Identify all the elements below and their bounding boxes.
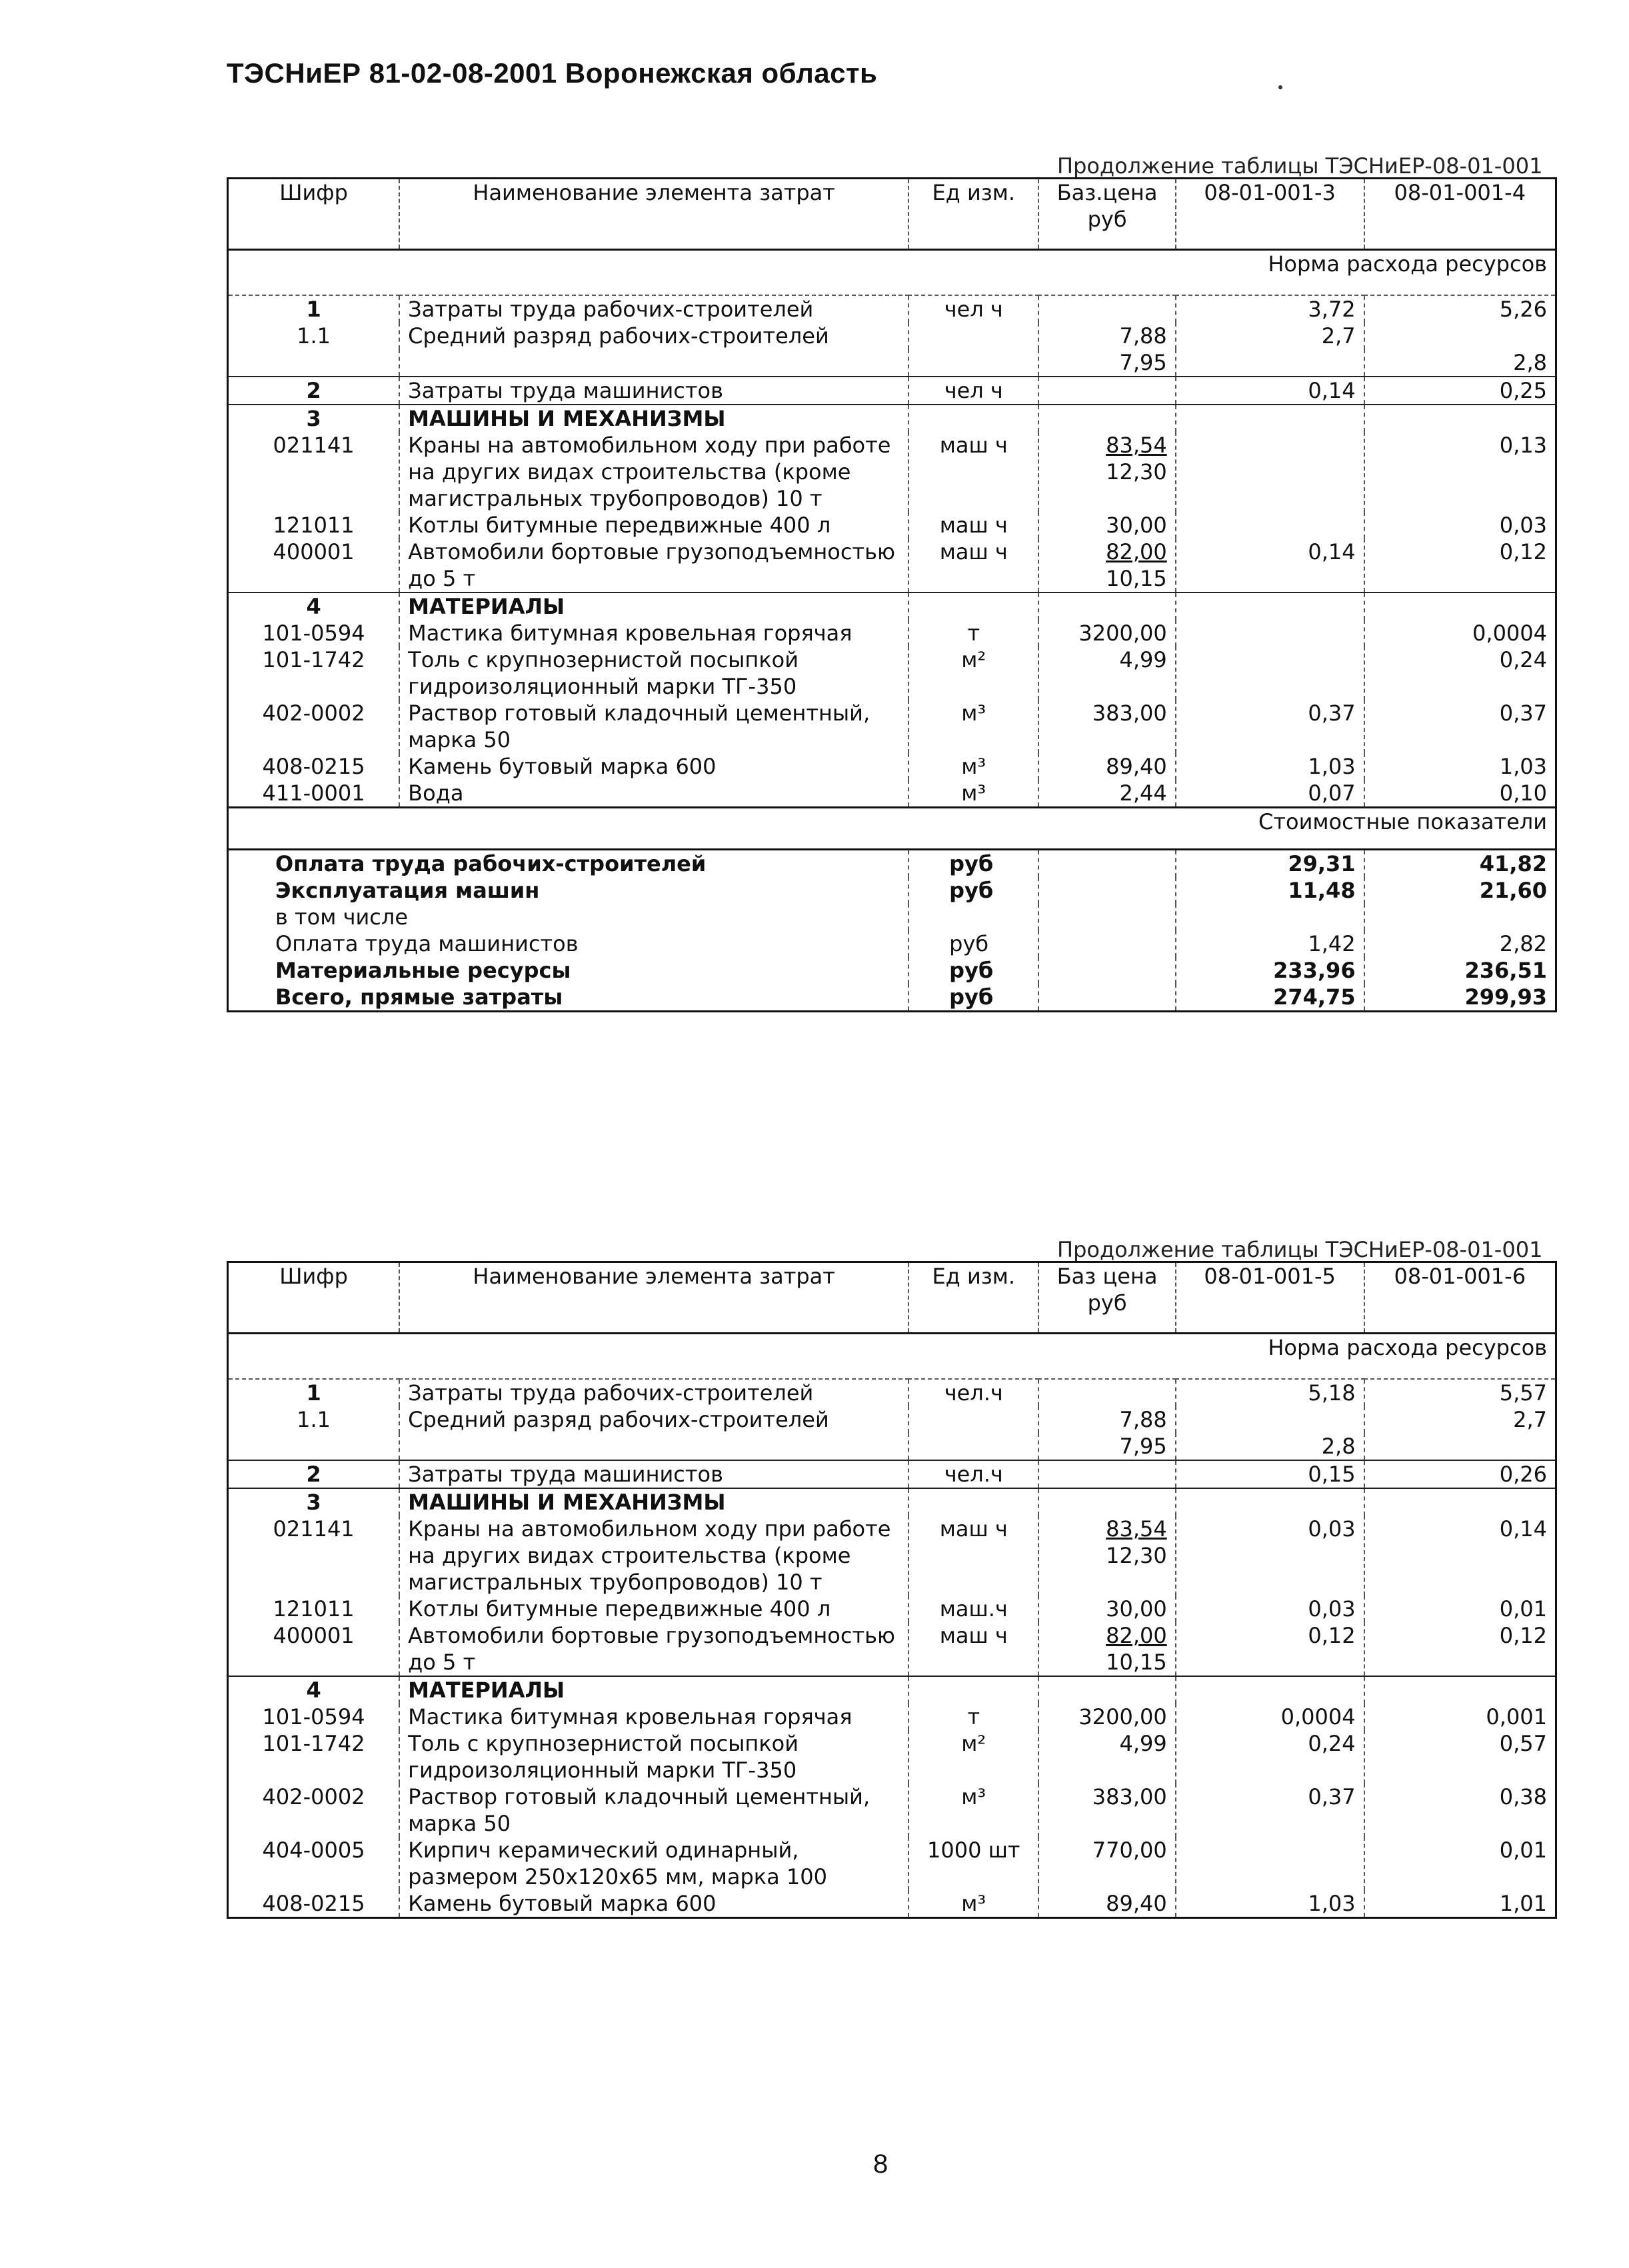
norm-col-b — [1364, 323, 1556, 349]
norm-col-a: 5,18 — [1176, 1379, 1364, 1406]
norm-col-b: 0,26 — [1364, 1460, 1556, 1488]
norm-col-b: 5,26 — [1364, 295, 1556, 323]
table-row — [228, 1460, 1556, 1488]
base-price: 383,00 — [1092, 700, 1167, 726]
norm-col-b — [1364, 1488, 1556, 1516]
norm-col-a — [1176, 1488, 1364, 1516]
resource-price — [1038, 1676, 1175, 1703]
summary-row — [228, 957, 1556, 984]
resource-name: МАТЕРИАЛЫ — [399, 1676, 908, 1703]
resource-name: Камень бутовый марка 600 — [399, 753, 908, 780]
resource-price — [1038, 323, 1175, 349]
norm-col-a: 1,03 — [1176, 1890, 1364, 1918]
summary-row — [228, 984, 1556, 1012]
resource-code: 4 — [228, 592, 400, 620]
resource-name: Раствор готовый кладочный цементный, марка 50 — [399, 1783, 908, 1837]
summary-unit: руб — [908, 930, 1038, 957]
header-price: Баз.цена руб — [1038, 179, 1175, 250]
resource-name: Затраты труда рабочих-строителей — [399, 295, 908, 323]
table-row — [228, 1837, 1556, 1890]
summary-unit: руб — [908, 877, 1038, 904]
table-row — [228, 1890, 1556, 1918]
resource-code: 2 — [228, 1460, 400, 1488]
resource-price — [1038, 405, 1175, 432]
header-price: Баз цена руб — [1038, 1262, 1175, 1334]
resource-price — [1038, 646, 1175, 700]
table2-caption: Продолжение таблицы ТЭСНиЕР-08-01-001 — [1057, 1237, 1543, 1262]
summary-col-a: 233,96 — [1176, 957, 1364, 984]
resource-name: Затраты труда машинистов — [399, 1460, 908, 1488]
base-price: 7,95 — [1119, 1434, 1167, 1459]
resource-name: Толь с крупнозернистой посыпкой гидроизоляционный марки ТГ-350 — [399, 646, 908, 700]
header-code: Шифр — [228, 179, 400, 250]
table-row — [228, 1676, 1556, 1703]
base-price: 7,88 — [1119, 323, 1167, 349]
norm-col-b: 0,14 — [1364, 1516, 1556, 1596]
header-unit: Ед изм. — [908, 179, 1038, 250]
summary-col-a: 1,42 — [1176, 930, 1364, 957]
summary-col-b: 299,93 — [1364, 984, 1556, 1012]
resource-name: Раствор готовый кладочный цементный, марка 50 — [399, 700, 908, 753]
resource-price — [1038, 377, 1175, 405]
resource-price — [1038, 1730, 1175, 1783]
table-row — [228, 1596, 1556, 1622]
resource-unit: т — [908, 620, 1038, 646]
resource-price — [1038, 753, 1175, 780]
base-price: 83,54 — [1106, 433, 1167, 458]
resource-price — [1038, 1516, 1175, 1596]
resource-unit: м³ — [908, 700, 1038, 753]
resource-code — [228, 349, 400, 377]
resource-code: 408-0215 — [228, 753, 400, 780]
resource-price — [1038, 295, 1175, 323]
table-row — [228, 1516, 1556, 1596]
base-price: 4,99 — [1119, 647, 1167, 672]
resource-price — [1038, 1703, 1175, 1730]
summary-row — [228, 850, 1556, 878]
resource-name: Кирпич керамический одинарный, размером 250х120х65 мм, марка 100 — [399, 1837, 908, 1890]
resource-code: 121011 — [228, 1596, 400, 1622]
summary-empty — [1038, 930, 1175, 957]
resource-name: МАТЕРИАЛЫ — [399, 592, 908, 620]
norm-col-b: 1,03 — [1364, 753, 1556, 780]
norm-col-a — [1176, 1837, 1364, 1890]
norm-col-a: 1,03 — [1176, 753, 1364, 780]
summary-row — [228, 877, 1556, 904]
base-price: 83,54 — [1106, 1516, 1167, 1542]
norm-col-b: 2,8 — [1364, 349, 1556, 377]
header-col-b: 08-01-001-6 — [1364, 1262, 1556, 1334]
norm-col-b: 0,37 — [1364, 700, 1556, 753]
norm-col-b: 0,01 — [1364, 1596, 1556, 1622]
resource-unit — [908, 1488, 1038, 1516]
resource-code: 400001 — [228, 539, 400, 592]
norm-col-a: 0,03 — [1176, 1596, 1364, 1622]
resource-unit: маш.ч — [908, 1596, 1038, 1622]
resource-unit — [908, 405, 1038, 432]
resource-unit: чел.ч — [908, 1379, 1038, 1406]
resource-name: Краны на автомобильном ходу при работе на других видах строительства (кроме магистральных трубопроводов) 10 т — [399, 432, 908, 512]
resource-price — [1038, 1596, 1175, 1622]
resource-unit: м³ — [908, 780, 1038, 808]
summary-empty — [1038, 984, 1175, 1012]
resource-unit: м² — [908, 1730, 1038, 1783]
resource-name: Автомобили бортовые грузоподъемностью до 5 т — [399, 539, 908, 592]
summary-row — [228, 904, 1556, 930]
resource-unit: маш ч — [908, 432, 1038, 512]
resource-unit — [908, 349, 1038, 377]
base-price: 2,44 — [1119, 780, 1167, 806]
norm-col-a: 3,72 — [1176, 295, 1364, 323]
table-row — [228, 592, 1556, 620]
norm-col-b: 0,25 — [1364, 377, 1556, 405]
resource-unit — [908, 1676, 1038, 1703]
norm-col-a: 0,37 — [1176, 1783, 1364, 1837]
table-row — [228, 780, 1556, 808]
resource-unit: чел ч — [908, 295, 1038, 323]
norm-col-b — [1364, 405, 1556, 432]
base-price: 82,00 — [1106, 1623, 1167, 1648]
resource-code: 402-0002 — [228, 700, 400, 753]
resource-name: Затраты труда машинистов — [399, 377, 908, 405]
resource-price — [1038, 700, 1175, 753]
table-row — [228, 295, 1556, 323]
resource-price — [1038, 512, 1175, 539]
norm-col-a: 0,12 — [1176, 1622, 1364, 1676]
resource-name: Средний разряд рабочих-строителей — [399, 323, 908, 349]
resource-name — [399, 349, 908, 377]
summary-unit — [908, 904, 1038, 930]
resource-price — [1038, 620, 1175, 646]
resource-name — [399, 1433, 908, 1460]
resource-code: 101-1742 — [228, 1730, 400, 1783]
norm-col-a: 0,24 — [1176, 1730, 1364, 1783]
estimate-table-2 — [227, 1261, 1557, 1919]
norm-header: Норма расхода ресурсов — [228, 250, 1556, 296]
resource-unit: маш ч — [908, 512, 1038, 539]
norm-col-a: 2,8 — [1176, 1433, 1364, 1460]
summary-label: Оплата труда рабочих-строителей — [228, 850, 909, 878]
resource-code: 400001 — [228, 1622, 400, 1676]
table-row — [228, 1730, 1556, 1783]
summary-col-b: 236,51 — [1364, 957, 1556, 984]
norm-col-b: 0,13 — [1364, 432, 1556, 512]
table-row — [228, 539, 1556, 592]
resource-code — [228, 1433, 400, 1460]
base-price-labor: 10,15 — [1106, 1650, 1167, 1675]
norm-col-a — [1176, 592, 1364, 620]
resource-unit: маш ч — [908, 1622, 1038, 1676]
norm-col-b: 0,38 — [1364, 1783, 1556, 1837]
summary-label: Оплата труда машинистов — [228, 930, 909, 957]
resource-price — [1038, 1379, 1175, 1406]
base-price-labor: 12,30 — [1106, 1543, 1167, 1568]
resource-price — [1038, 539, 1175, 592]
norm-col-a: 0,14 — [1176, 377, 1364, 405]
table-row — [228, 620, 1556, 646]
table-row — [228, 432, 1556, 512]
resource-unit — [908, 1406, 1038, 1433]
table1-summary — [228, 850, 1556, 1012]
summary-unit: руб — [908, 957, 1038, 984]
resource-name: Камень бутовый марка 600 — [399, 1890, 908, 1918]
summary-label: в том числе — [228, 904, 909, 930]
summary-empty — [1038, 850, 1175, 878]
resource-unit: м³ — [908, 1890, 1038, 1918]
table-row — [228, 646, 1556, 700]
norm-col-a — [1176, 1676, 1364, 1703]
base-price: 89,40 — [1106, 1891, 1167, 1916]
norm-col-b: 0,03 — [1364, 512, 1556, 539]
table-row — [228, 1406, 1556, 1433]
resource-name: Толь с крупнозернистой посыпкой гидроизоляционный марки ТГ-350 — [399, 1730, 908, 1783]
resource-code: 101-0594 — [228, 1703, 400, 1730]
norm-col-a — [1176, 1406, 1364, 1433]
resource-price — [1038, 1406, 1175, 1433]
summary-unit: руб — [908, 984, 1038, 1012]
resource-code: 411-0001 — [228, 780, 400, 808]
norm-col-a: 0,37 — [1176, 700, 1364, 753]
resource-price — [1038, 1488, 1175, 1516]
norm-col-b: 0,01 — [1364, 1837, 1556, 1890]
resource-name: Котлы битумные передвижные 400 л — [399, 1596, 908, 1622]
resource-price — [1038, 1890, 1175, 1918]
resource-unit: м² — [908, 646, 1038, 700]
resource-code: 1 — [228, 295, 400, 323]
resource-price — [1038, 1433, 1175, 1460]
summary-empty — [1038, 957, 1175, 984]
table2-rows — [228, 1379, 1556, 1918]
base-price: 30,00 — [1106, 1596, 1167, 1622]
resource-code: 3 — [228, 1488, 400, 1516]
norm-col-a — [1176, 512, 1364, 539]
norm-col-a: 0,07 — [1176, 780, 1364, 808]
resource-price — [1038, 349, 1175, 377]
base-price: 4,99 — [1119, 1731, 1167, 1756]
header-col-a: 08-01-001-3 — [1176, 179, 1364, 250]
table-row — [228, 349, 1556, 377]
resource-unit: маш ч — [908, 539, 1038, 592]
resource-code: 1.1 — [228, 1406, 400, 1433]
resource-code: 408-0215 — [228, 1890, 400, 1918]
header-name: Наименование элемента затрат — [399, 179, 908, 250]
resource-name: Автомобили бортовые грузоподъемностью до 5 т — [399, 1622, 908, 1676]
summary-label: Материальные ресурсы — [228, 957, 909, 984]
base-price-labor: 12,30 — [1106, 459, 1167, 485]
base-price: 82,00 — [1106, 539, 1167, 565]
resource-code: 121011 — [228, 512, 400, 539]
table-row — [228, 1783, 1556, 1837]
header-unit: Ед изм. — [908, 1262, 1038, 1334]
resource-price — [1038, 1622, 1175, 1676]
resource-unit: м³ — [908, 1783, 1038, 1837]
resource-code: 101-1742 — [228, 646, 400, 700]
resource-unit — [908, 592, 1038, 620]
norm-col-a — [1176, 405, 1364, 432]
table-row — [228, 1433, 1556, 1460]
summary-empty — [1038, 904, 1175, 930]
table1-rows — [228, 295, 1556, 808]
resource-code: 4 — [228, 1676, 400, 1703]
table1-caption: Продолжение таблицы ТЭСНиЕР-08-01-001 — [1057, 153, 1543, 179]
norm-col-b: 1,01 — [1364, 1890, 1556, 1918]
norm-col-a: 0,15 — [1176, 1460, 1364, 1488]
norm-col-a: 0,14 — [1176, 539, 1364, 592]
norm-col-b — [1364, 1676, 1556, 1703]
base-price: 89,40 — [1106, 754, 1167, 779]
resource-price — [1038, 592, 1175, 620]
resource-code: 021141 — [228, 1516, 400, 1596]
summary-label: Всего, прямые затраты — [228, 984, 909, 1012]
summary-row — [228, 930, 1556, 957]
header-name: Наименование элемента затрат — [399, 1262, 908, 1334]
header-col-a: 08-01-001-5 — [1176, 1262, 1364, 1334]
table-row — [228, 1488, 1556, 1516]
resource-code: 021141 — [228, 432, 400, 512]
resource-code: 101-0594 — [228, 620, 400, 646]
base-price: 7,88 — [1119, 1407, 1167, 1432]
summary-empty — [1038, 877, 1175, 904]
norm-col-b — [1364, 592, 1556, 620]
norm-col-b: 0,57 — [1364, 1730, 1556, 1783]
resource-unit: чел.ч — [908, 1460, 1038, 1488]
table-row — [228, 1622, 1556, 1676]
summary-col-b — [1364, 904, 1556, 930]
resource-name: Вода — [399, 780, 908, 808]
summary-label: Эксплуатация машин — [228, 877, 909, 904]
norm-col-a: 2,7 — [1176, 323, 1364, 349]
norm-col-b: 2,7 — [1364, 1406, 1556, 1433]
resource-name: Мастика битумная кровельная горячая — [399, 620, 908, 646]
resource-price — [1038, 1783, 1175, 1837]
resource-unit: 1000 шт — [908, 1837, 1038, 1890]
base-price-labor: 10,15 — [1106, 566, 1167, 591]
table-row — [228, 323, 1556, 349]
base-price: 3200,00 — [1078, 620, 1167, 646]
summary-unit: руб — [908, 850, 1038, 878]
summary-col-b: 41,82 — [1364, 850, 1556, 878]
table-row — [228, 1379, 1556, 1406]
resource-unit: маш ч — [908, 1516, 1038, 1596]
resource-code: 2 — [228, 377, 400, 405]
norm-col-b: 0,10 — [1364, 780, 1556, 808]
base-price: 30,00 — [1106, 513, 1167, 538]
resource-unit — [908, 323, 1038, 349]
norm-header: Норма расхода ресурсов — [228, 1334, 1556, 1380]
norm-col-b: 0,24 — [1364, 646, 1556, 700]
norm-col-b: 0,0004 — [1364, 620, 1556, 646]
estimate-table-1 — [227, 177, 1557, 1012]
norm-col-a — [1176, 349, 1364, 377]
norm-col-b: 0,12 — [1364, 1622, 1556, 1676]
table-row — [228, 753, 1556, 780]
norm-col-b: 0,12 — [1364, 539, 1556, 592]
header-col-b: 08-01-001-4 — [1364, 179, 1556, 250]
resource-price — [1038, 780, 1175, 808]
resource-name: Затраты труда рабочих-строителей — [399, 1379, 908, 1406]
norm-col-a — [1176, 620, 1364, 646]
resource-unit: т — [908, 1703, 1038, 1730]
summary-col-a: 11,48 — [1176, 877, 1364, 904]
base-price: 383,00 — [1092, 1784, 1167, 1809]
base-price: 3200,00 — [1078, 1704, 1167, 1729]
summary-col-a: 274,75 — [1176, 984, 1364, 1012]
resource-price — [1038, 432, 1175, 512]
resource-code: 1.1 — [228, 323, 400, 349]
stray-dot — [1278, 85, 1282, 89]
table-row — [228, 700, 1556, 753]
norm-col-a: 0,0004 — [1176, 1703, 1364, 1730]
norm-col-a — [1176, 646, 1364, 700]
norm-col-a: 0,03 — [1176, 1516, 1364, 1596]
resource-unit: чел ч — [908, 377, 1038, 405]
table-row — [228, 1703, 1556, 1730]
resource-price — [1038, 1837, 1175, 1890]
resource-code: 402-0002 — [228, 1783, 400, 1837]
resource-price — [1038, 1460, 1175, 1488]
resource-unit — [908, 1433, 1038, 1460]
document-title: ТЭСНиЕР 81-02-08-2001 Воронежская область — [227, 57, 878, 89]
base-price: 770,00 — [1092, 1837, 1167, 1863]
summary-col-b: 2,82 — [1364, 930, 1556, 957]
summary-col-a — [1176, 904, 1364, 930]
resource-code: 1 — [228, 1379, 400, 1406]
cost-header: Стоимостные показатели — [228, 808, 1556, 850]
resource-name: Мастика битумная кровельная горячая — [399, 1703, 908, 1730]
summary-col-b: 21,60 — [1364, 877, 1556, 904]
summary-col-a: 29,31 — [1176, 850, 1364, 878]
resource-name: Краны на автомобильном ходу при работе на других видах строительства (кроме магистральных трубопроводов) 10 т — [399, 1516, 908, 1596]
header-code: Шифр — [228, 1262, 400, 1334]
norm-col-a — [1176, 432, 1364, 512]
base-price: 7,95 — [1119, 350, 1167, 375]
norm-col-b — [1364, 1433, 1556, 1460]
norm-col-b: 5,57 — [1364, 1379, 1556, 1406]
resource-name: Котлы битумные передвижные 400 л — [399, 512, 908, 539]
resource-name: МАШИНЫ И МЕХАНИЗМЫ — [399, 405, 908, 432]
page-number: 8 — [873, 2149, 888, 2179]
resource-name: МАШИНЫ И МЕХАНИЗМЫ — [399, 1488, 908, 1516]
resource-name: Средний разряд рабочих-строителей — [399, 1406, 908, 1433]
table-row — [228, 405, 1556, 432]
resource-code: 3 — [228, 405, 400, 432]
table-row — [228, 377, 1556, 405]
resource-code: 404-0005 — [228, 1837, 400, 1890]
norm-col-b: 0,001 — [1364, 1703, 1556, 1730]
table-row — [228, 512, 1556, 539]
resource-unit: м³ — [908, 753, 1038, 780]
